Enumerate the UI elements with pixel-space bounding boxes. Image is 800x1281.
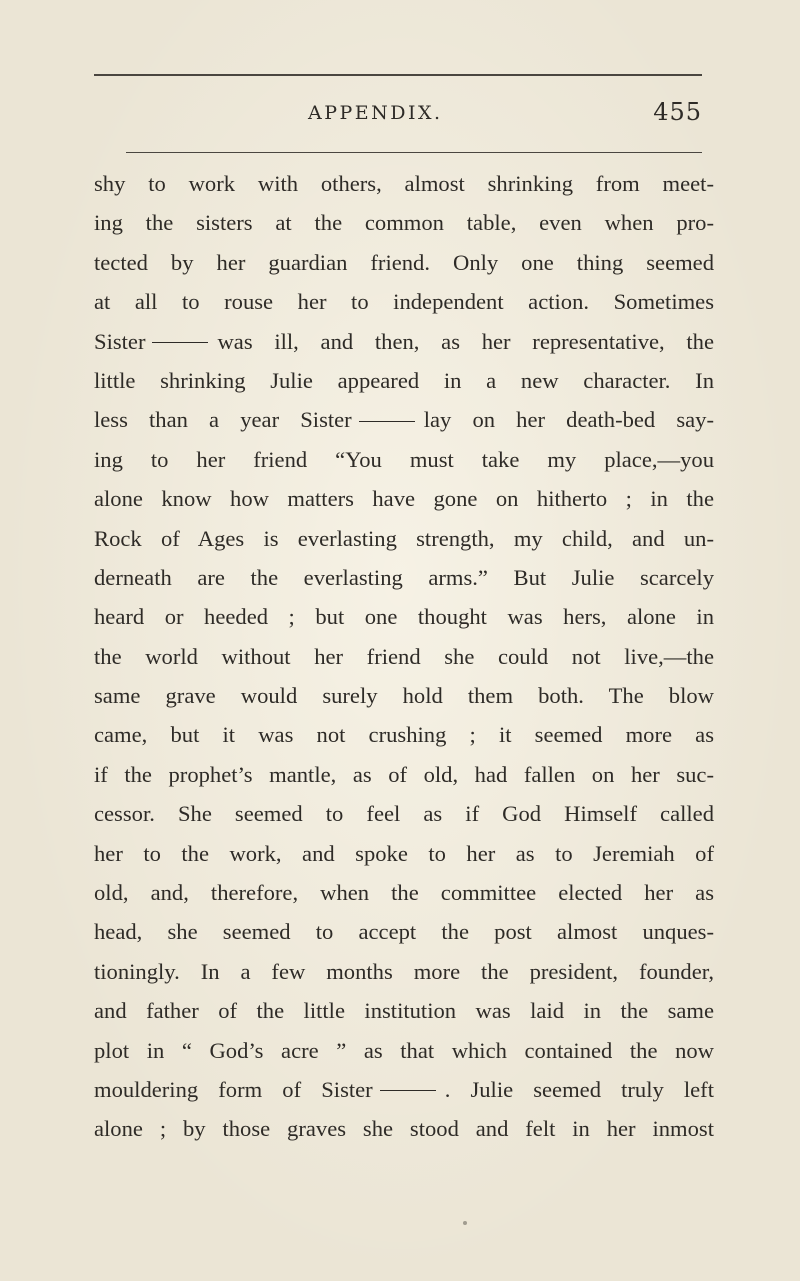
text-segment: . Julie seemed truly left: [444, 1076, 714, 1102]
text-line: alone ; by those graves she stood and felt in her inmost: [94, 1116, 714, 1142]
body-text: [94, 164, 714, 1149]
header-rule-bottom: [126, 152, 702, 153]
text-line: alone know how matters have gone on hitherto ; in the: [94, 486, 714, 512]
text-line: tected by her guardian friend. Only one thing seemed: [94, 249, 714, 275]
text-line: [94, 322, 714, 361]
text-line: head, she seemed to accept the post almost unques-: [94, 919, 714, 945]
text-line: heard or heeded ; but one thought was hers, alone in: [94, 604, 714, 630]
text-line: [94, 400, 714, 439]
text-segment: Sister: [94, 328, 146, 354]
text-line: old, and, therefore, when the committee elected her as: [94, 880, 714, 906]
name-omission-dash: [359, 421, 415, 422]
text-line: plot in “ God’s acre ” as that which contained the now: [94, 1037, 714, 1063]
text-line: ing the sisters at the common table, even when pro-: [94, 210, 714, 236]
text-line: and father of the little institution was laid in the same: [94, 998, 714, 1024]
text-line: ing to her friend “You must take my place,—you: [94, 446, 714, 472]
text-line: little shrinking Julie appeared in a new character. In: [94, 367, 714, 393]
text-line: at all to rouse her to independent action. Sometimes: [94, 289, 714, 315]
text-segment: mouldering form of Sister: [94, 1076, 373, 1102]
text-line: if the prophet’s mantle, as of old, had fallen on her suc-: [94, 761, 714, 787]
text-line: Rock of Ages is everlasting strength, my child, and un-: [94, 525, 714, 551]
text-line: the world without her friend she could not live,—the: [94, 643, 714, 669]
text-line: [94, 1070, 714, 1109]
text-line: her to the work, and spoke to her as to Jeremiah of: [94, 840, 714, 866]
text-line: same grave would surely hold them both. The blow: [94, 683, 714, 709]
text-line: tioningly. In a few months more the president, founder,: [94, 958, 714, 984]
running-head: APPENDIX.: [308, 102, 443, 124]
text-segment: less than a year Sister: [94, 407, 352, 433]
page-number: 455: [653, 98, 702, 126]
text-line: came, but it was not crushing ; it seemed more as: [94, 722, 714, 748]
text-line: shy to work with others, almost shrinking from meet-: [94, 171, 714, 196]
header-rule-top: [94, 74, 702, 76]
paper-speck: [463, 1221, 467, 1225]
name-omission-dash: [380, 1090, 436, 1091]
name-omission-dash: [152, 342, 208, 343]
text-line: derneath are the everlasting arms.” But Julie scarcely: [94, 564, 714, 590]
text-line: cessor. She seemed to feel as if God Himself called: [94, 801, 714, 827]
text-segment: was ill, and then, as her representative, the: [217, 328, 714, 354]
text-segment: lay on her death-bed say-: [423, 407, 714, 433]
